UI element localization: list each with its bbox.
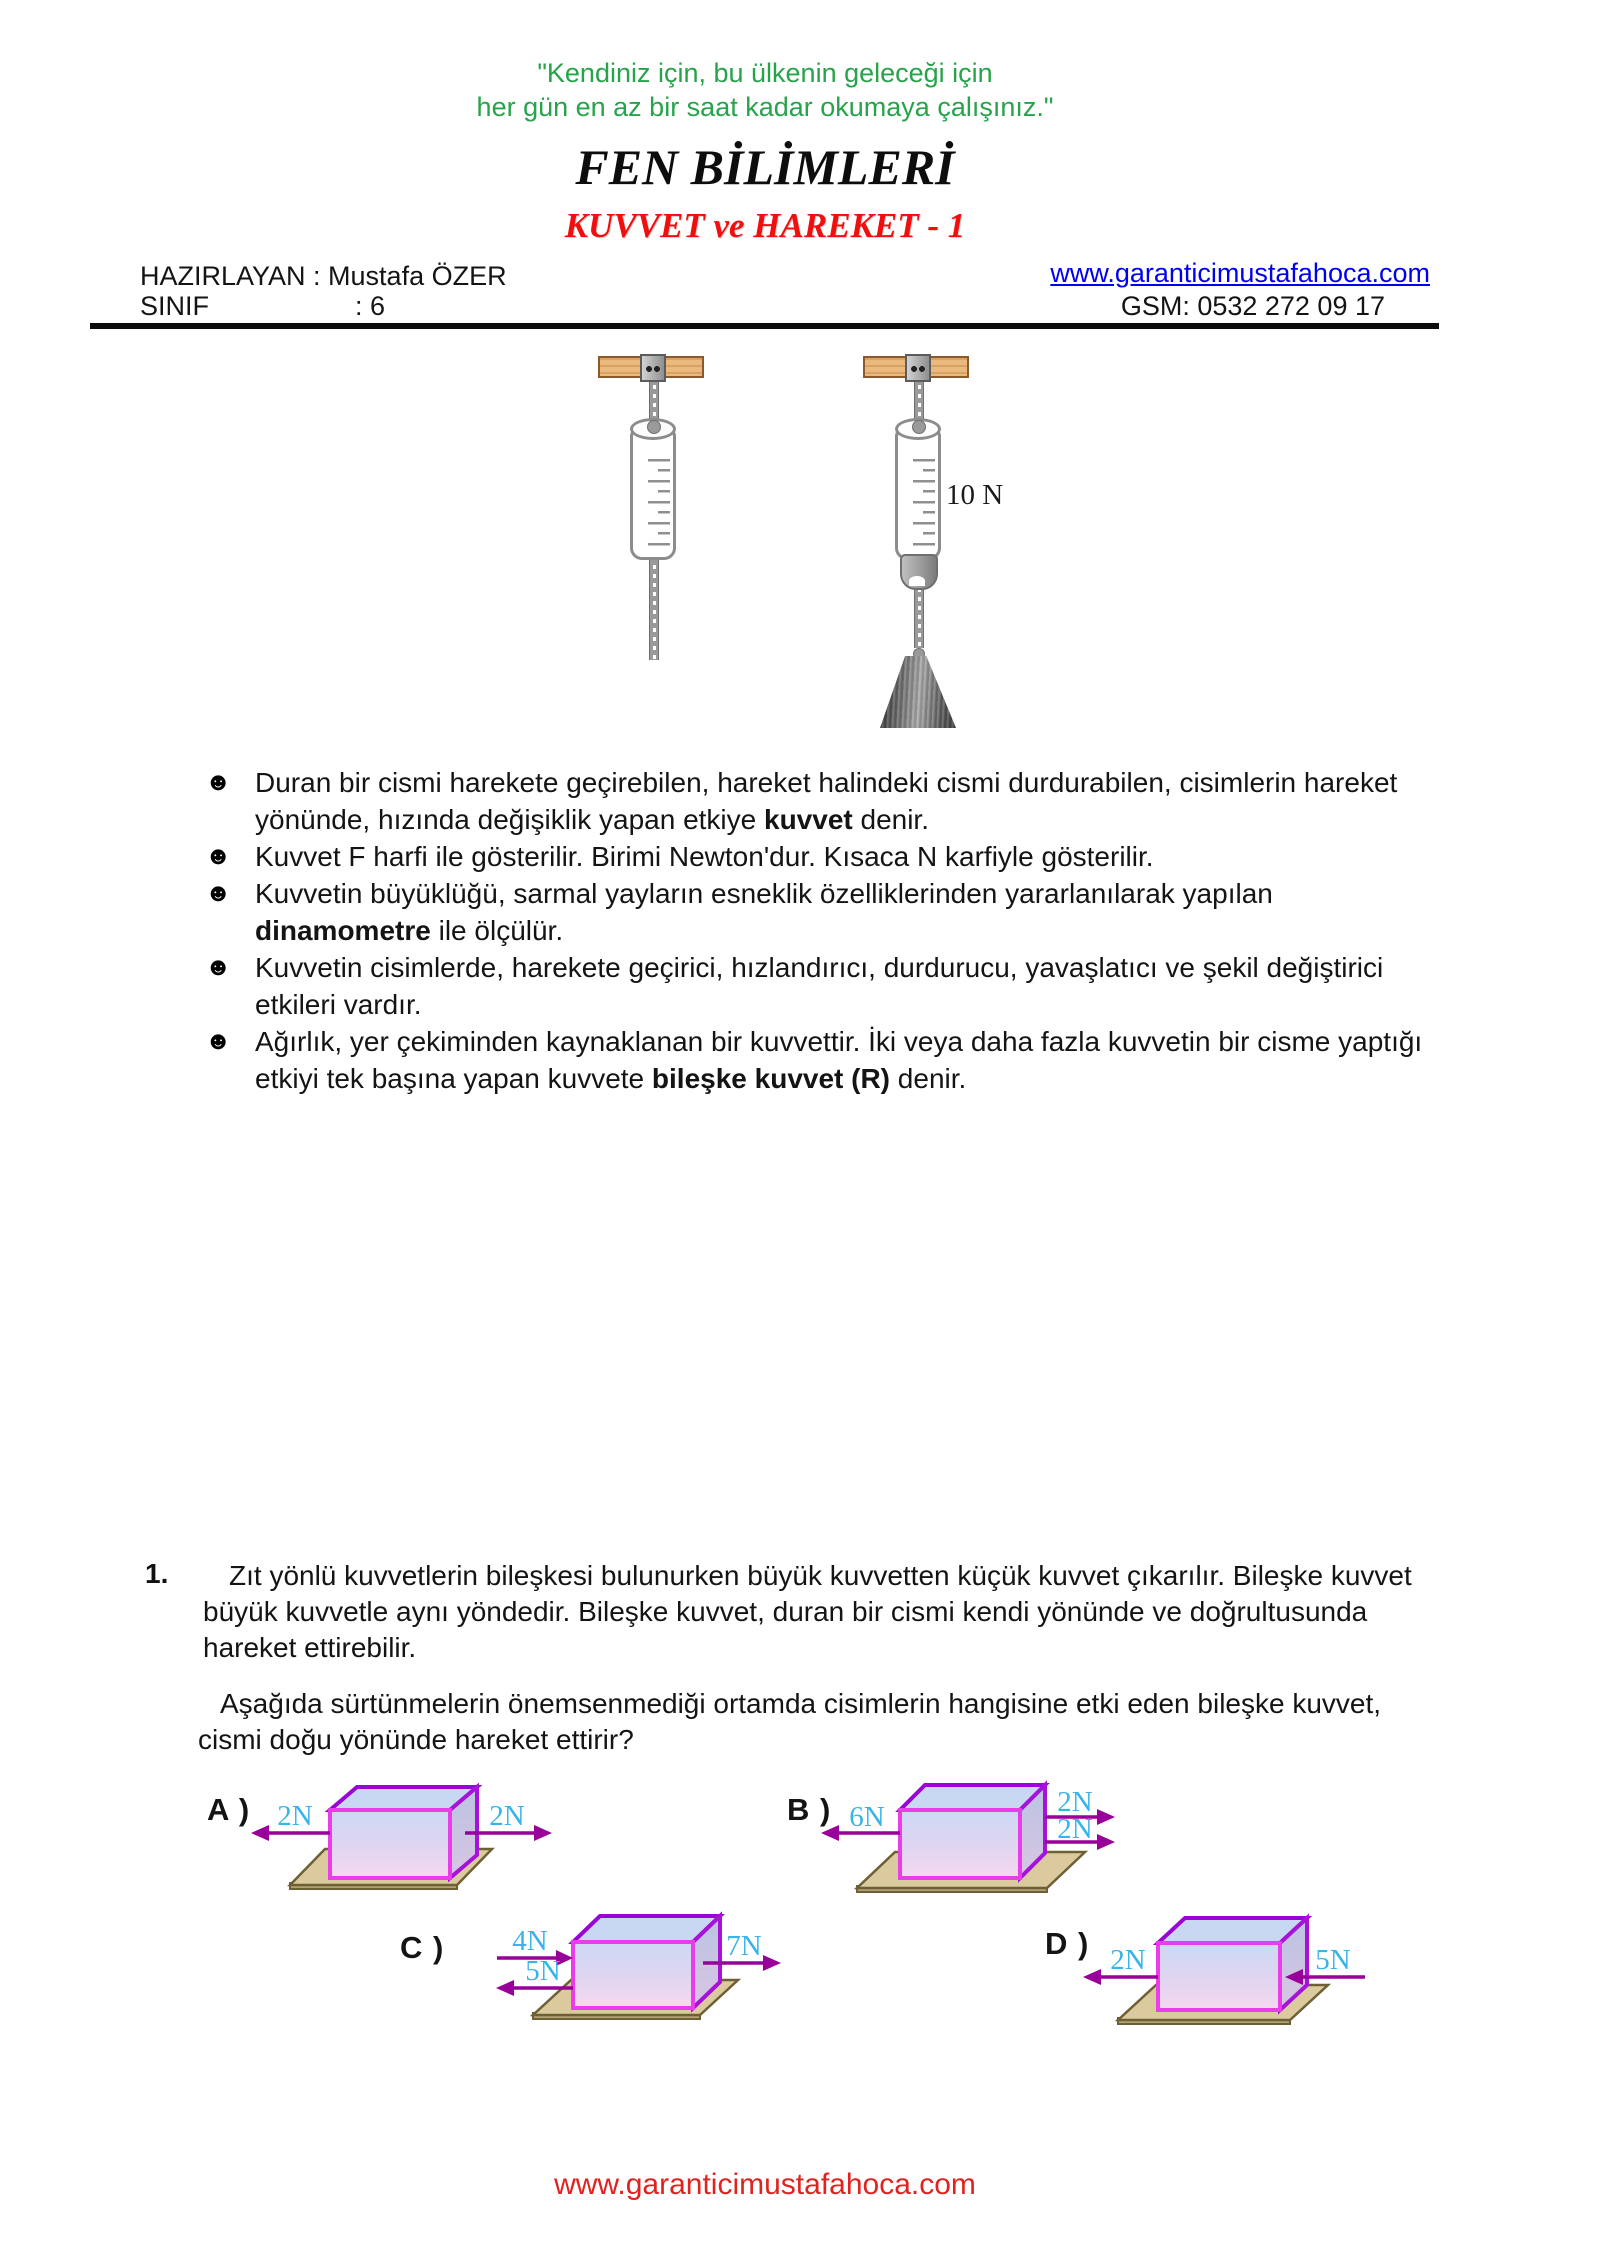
- scale-hook-housing: [900, 554, 938, 590]
- bullet-text: Duran bir cismi harekete geçirebilen, hareket halindeki cismi durdurabilen, cisimlerin hareket yönünde, hızında değişiklik yapan etkiye kuvvet denir.: [255, 767, 1398, 835]
- spring-scale-knob: [647, 420, 661, 434]
- force-box: [1158, 1918, 1307, 2010]
- motto-line-1: "Kendiniz için, bu ülkenin geleceği için: [537, 58, 993, 88]
- motto-line-2: her gün en az bir saat kadar okumaya çalışınız.": [476, 92, 1054, 122]
- page-title: FEN BİLİMLERİ: [575, 139, 955, 195]
- weight-chain: [914, 588, 924, 648]
- force-label: 5N: [1315, 1944, 1351, 1976]
- smiley-bullet-icon: ☻: [205, 768, 232, 796]
- website-link[interactable]: www.garanticimustafahoca.com: [1050, 258, 1430, 288]
- page-subtitle: KUVVET ve HAREKET - 1: [564, 206, 966, 245]
- header-divider: [90, 323, 1439, 329]
- scale-ticks-short: [658, 469, 670, 547]
- smiley-bullet-icon: ☻: [205, 1027, 232, 1055]
- bullet-item: [205, 764, 1445, 838]
- dynamometer-loaded-figure: [863, 354, 973, 734]
- hanging-chain: [649, 376, 659, 422]
- force-label: 2N: [277, 1800, 313, 1832]
- force-label: 2N: [1057, 1786, 1093, 1818]
- option-b-figure: [750, 1770, 1180, 1905]
- bullet-item: [205, 949, 1445, 1023]
- option-a-label: A ): [207, 1792, 251, 1827]
- bullet-item: [205, 838, 1445, 875]
- bullet-text: Kuvvetin büyüklüğü, sarmal yayların esneklik özelliklerinden yararlanılarak yapılan dinamometre ile ölçülür.: [255, 878, 1273, 946]
- bullet-text: Kuvvet F harfi ile gösterilir. Birimi Newton'dur. Kısaca N karfiyle gösterilir.: [255, 841, 1154, 872]
- bullet-text: Kuvvetin cisimlerde, harekete geçirici, hızlandırıcı, durdurucu, yavaşlatıcı ve şekil değiştirici etkileri vardır.: [255, 952, 1384, 1020]
- option-d-figure: [1040, 1905, 1480, 2035]
- weight-value-label: 10 N: [946, 479, 1004, 511]
- gsm-number: GSM: 0532 272 09 17: [1120, 291, 1385, 321]
- prepared-by: HAZIRLAYAN : Mustafa ÖZER: [140, 261, 507, 291]
- option-c-figure: [420, 1905, 840, 2035]
- force-label: 7N: [726, 1930, 762, 1962]
- metal-bracket: [905, 354, 931, 382]
- force-box: [330, 1787, 477, 1878]
- question-number: 1.: [145, 1558, 169, 1589]
- bullet-item: [205, 875, 1445, 949]
- smiley-bullet-icon: ☻: [205, 879, 232, 907]
- question-body: Zıt yönlü kuvvetlerin bileşkesi bulunurken büyük kuvvetten küçük kuvvet çıkarılır. Bileşke kuvvet büyük kuvvetle aynı yöndedir. Bileşke kuvvet, duran bir cismi kendi yönünde ve doğrultusunda hareket ettirebilir.: [203, 1560, 1412, 1663]
- force-label: 5N: [525, 1955, 561, 1987]
- metal-bracket: [640, 354, 666, 382]
- force-label: 6N: [849, 1801, 885, 1833]
- lower-hook-rod: [649, 556, 659, 660]
- spring-scale-body: [630, 428, 676, 560]
- option-b-label: B ): [787, 1792, 832, 1827]
- footer-website[interactable]: www.garanticimustafahoca.com: [554, 2168, 976, 2201]
- force-box: [573, 1916, 720, 2008]
- force-box: [900, 1785, 1045, 1878]
- question-prompt: Aşağıda sürtünmelerin önemsenmediği ortamda cisimlerin hangisine etki eden bileşke kuvvet, cismi doğu yönünde hareket ettirir?: [198, 1688, 1382, 1755]
- notes-bullet-list: [205, 764, 1445, 1097]
- bullet-text: Ağırlık, yer çekiminden kaynaklanan bir kuvvettir. İki veya daha fazla kuvvetin bir cisme yaptığı etkiyi tek başına yapan kuvvete bileşke kuvvet (R) denir.: [255, 1026, 1423, 1094]
- smiley-bullet-icon: ☻: [205, 953, 232, 981]
- spring-scale-body: [895, 428, 941, 560]
- hanging-chain: [914, 376, 924, 422]
- scale-ticks-short: [923, 469, 935, 547]
- force-label: 4N: [512, 1925, 548, 1957]
- option-a-figure: [180, 1775, 590, 1905]
- spring-scale-knob: [912, 420, 926, 434]
- option-c-label: C ): [400, 1930, 445, 1965]
- force-label: 2N: [489, 1800, 525, 1832]
- dynamometer-empty-figure: [598, 354, 708, 666]
- smiley-bullet-icon: ☻: [205, 842, 232, 870]
- website-link-wrap: [1000, 258, 1430, 289]
- option-d-label: D ): [1045, 1926, 1090, 1961]
- class-value: : 6: [355, 291, 386, 321]
- bullet-item: [205, 1023, 1445, 1097]
- force-label: 2N: [1110, 1944, 1146, 1976]
- class-label: SINIF: [140, 291, 210, 321]
- force-label: 2N: [1057, 1813, 1093, 1845]
- hanging-mass: [880, 656, 956, 728]
